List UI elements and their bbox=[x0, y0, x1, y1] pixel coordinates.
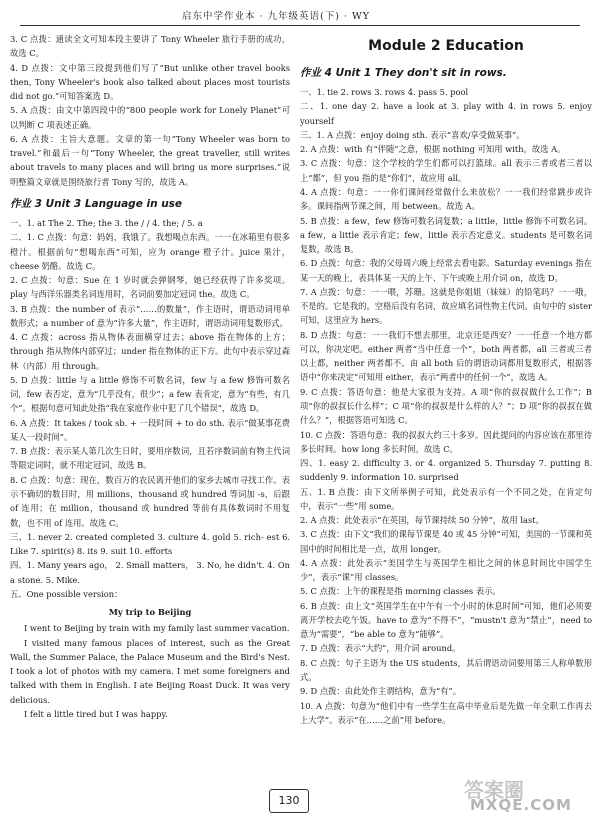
answer-line: 7. A 点拨：句意：一一喂，苏珊。这就是你姐姐（妹妹）的铅笔吗？一一哦，不是的。它是我的。空格后没有名词，故应填名词性物主代词。由句中的 sister 可知，这里应为 hers。 bbox=[300, 286, 592, 326]
essay-paragraph: I went to Beijing by train with my family last summer vacation. bbox=[24, 623, 290, 634]
answer-line: 9. D 点拨：由此处作主谓结构，意为“有”。 bbox=[300, 686, 462, 697]
answer-line: 二、1. one day 2. have a look at 3. play with 4. in rows 5. enjoy yourself bbox=[300, 101, 592, 126]
essay-title: My trip to Beijing bbox=[108, 607, 192, 618]
answer-line: 4. A 点拨：此处表示“美国学生与英国学生相比之间的休息时间比中国学生少”，表示“课”用 classes。 bbox=[300, 557, 592, 583]
essay-paragraph: I visited many famous places of interest, such as the Great Wall, the Summer Palace, the Palace Museum and the Bird's Nest. I took a lot of photos with my camera. I met some foreigners and talked with them in English. I ate Beijing Roast Duck. It was very delicious. bbox=[10, 637, 290, 705]
watermark-mark: 答案圈 bbox=[464, 778, 524, 802]
page-header bbox=[0, 6, 600, 26]
answer-line: 三、1. never 2. created completed 3. culture 4. gold 5. rich- est 6. Like 7. spirit(s) 8. its 9. suit 10. efforts bbox=[10, 531, 290, 557]
section-heading: 作业 4 Unit 1 They don't sit in rows. bbox=[300, 67, 507, 80]
header-title: 启东中学作业本 · 九年级英语(下) · WY bbox=[182, 11, 371, 22]
answer-line: 五、One possible version： bbox=[10, 588, 123, 599]
section-heading: 作业 3 Unit 3 Language in use bbox=[10, 197, 183, 210]
answer-line: 5. C 点拨：上午的课程是指 morning classes 表示。 bbox=[300, 586, 501, 597]
answer-line: 2. C 点拨：句意：Sue 在 1 岁时就会弹钢琴，她已经获得了许多奖项。play 与西洋乐器类名词连用时，名词前要加定冠词 the。故选 C。 bbox=[10, 275, 290, 300]
answer-line: 2. A 点拨：此处表示“在英国，每节课持续 50 分钟”，故用 last。 bbox=[300, 515, 544, 526]
answer-line: 二、1. C 点拨：句意：妈妈，我饿了。我想喝点东西。一一在冰箱里有很多橙汁。根据前句“想喝东西”可知，应为 orange 橙子汁。juice 果汁，cheese 奶酪。故选 C。 bbox=[10, 232, 290, 271]
watermark-site: MXQE.COM bbox=[470, 796, 572, 814]
header-rule bbox=[20, 25, 580, 26]
module-title: Module 2 Education bbox=[368, 38, 524, 54]
answer-line: 6. A 点拨：主旨大意题。文章的第一句“Tony Wheeler was born to travel.”和最后一句“Tony Wheeler, the great traveller, still writes about travels to many places and will bring us more surprises.”说明整篇文章就是围绕旅行者 Tony 写的，故选 A。 bbox=[10, 133, 290, 187]
answer-line: 四、1. easy 2. difficulty 3. or 4. organized 5. Thursday 7. putting 8. suddenly 9. information 10. surprised bbox=[300, 458, 592, 483]
answer-line: 五、1. B 点拨：由下文所举例子可知，此处表示有一个不同之处，在肯定句中，表示“一些”用 some。 bbox=[300, 486, 592, 511]
right-column bbox=[300, 32, 592, 727]
answer-line: 4. D 点拨：文中第三段提到他们写了“But unlike other travel books then, Tony Wheeler's book also talked about places most tourists did not go.”可知答案选 D。 bbox=[10, 62, 290, 102]
watermark bbox=[462, 774, 594, 820]
answer-line: 2. A 点拨：with 有“伴随”之意，根据 nothing 可知用 with。故选 A。 bbox=[300, 144, 566, 155]
answer-line: 8. C 点拨：句子主语为 the US students，其后谓语动词要用第三人称单数形式。 bbox=[300, 657, 592, 683]
answer-line: 7. D 点拨：表示“大约”，用介词 around。 bbox=[300, 643, 461, 654]
answer-line: 3. C 点拨：句意：这个学校的学生们都可以打篮球。all 表示三者或者三者以上“都”，但 you 指的是“你们”，故应用 all。 bbox=[300, 158, 592, 183]
answer-line: 4. C 点拨：across 指从物体表面横穿过去；above 指在物体的上方；through 指从物体内部穿过；under 指在物体的正下方。此句中表示穿过森林（内部）用 through。 bbox=[10, 332, 290, 371]
left-column bbox=[10, 32, 290, 721]
answer-line: 5. B 点拨：a few，few 修饰可数名词复数；a little，little 修饰不可数名词。a few，a little 表示肯定；few，little 表示否定意义。students 是可数名词复数，故选 B。 bbox=[300, 215, 592, 255]
answer-line: 7. B 点拨：表示某人第几次生日时，要用序数词，且若序数词前有物主代词等限定词时，就不用定冠词，故选 B。 bbox=[10, 446, 290, 471]
answer-line: 9. C 点拨：答语句意：他是大家很为支持。A 项“你的叔叔做什么工作”；B 项“你的叔叔长什么样”；C 项“你的叔叔是什么样的人？”；D 项“你的叔叔在做什么？”，根据答语可知选 C。 bbox=[300, 386, 592, 426]
answer-line: 6. D 点拨：句意：我的父母周六晚上经常去看电影。Saturday evenings 指在某一天的晚上，表具体某一天的上午、下午或晚上用介词 on，故选 D。 bbox=[300, 258, 592, 283]
answer-line: 三、1. A 点拨：enjoy doing sth. 表示“喜欢/享受做某事”。 bbox=[300, 129, 525, 140]
answer-line: 3. B 点拨：the number of 表示“……的数量”，作主语时，谓语动词用单数形式；a number of 意为“许多大量”，作主语时，谓语动词用复数形式。 bbox=[10, 303, 290, 328]
answer-line: 10. A 点拨：句意为“他们中有一些学生在高中毕业后是先做一年全职工作再去上大学”。表示“在……之前”用 before。 bbox=[300, 700, 592, 725]
answer-line: 6. A 点拨：It takes / took sb. + 一段时间 + to do sth. 表示“做某事花费某人一段时间”。 bbox=[10, 417, 290, 442]
answer-line: 8. D 点拨：句意：一一我们不想去那里，北京还是西安？一一任意一个地方都可以，你决定吧。either 两者“当中任意一个”，both 两者都，all 三者或三者以上都，neither 两者都不。由 all both 后的谓语动词都用复数形式，根据答语中“你来决定”可知用 either，表示“两者中的任何一个”，故选 A。 bbox=[300, 329, 592, 383]
answer-line: 四、1. Many years ago， 2. Small matters， 3. No, he didn't. 4. On a stone. 5. Mike. bbox=[10, 560, 290, 585]
answer-line: 8. C 点拨：句意：现在，数百万的农民离开他们的家乡去城市寻找工作。表示不确切的数目时，用 millions，thousand 或 hundred 等词加 -s，后跟 of 连用；在 million，thousand 或 hundred 等前有具体数词时不用复数，也不用 of 连用。故选 C。 bbox=[10, 474, 290, 528]
answer-line: 6. B 点拨：由上文“英国学生在中午有一个小时的休息时间”可知，他们必须要离开学校去吃午饭。have to 意为“不得不”，“mustn't 意为“禁止”，need to 意为“需要”，“be able to 意为“能够”。 bbox=[300, 600, 592, 640]
answer-line: 一、1. at The 2. The; the 3. the / / 4. the; / 5. a bbox=[10, 217, 203, 228]
page-number: 130 bbox=[269, 789, 309, 813]
answer-line: 3. C 点拨：由下文“我们的课每节课是 40 或 45 分钟”可知，美国的一节课和英国中的时间相比是一点，故用 longer。 bbox=[300, 529, 593, 554]
answer-line: 4. A 点拨：句意：一一你们课间经常做什么来放松？一一我们经常跳步或许多。课间指两节课之间，用 between。故选 A。 bbox=[300, 186, 592, 212]
essay-paragraph: I felt a little tired but I was happy. bbox=[24, 709, 168, 719]
answer-line: 5. A 点拨：由文中第四段中的“800 people work for Lonely Planet”可以判断 C 项表述正确。 bbox=[10, 105, 290, 130]
answer-line: 5. D 点拨：little 与 a little 修饰不可数名词，few 与 a few 修饰可数名词，few 表否定，意为“几乎没有，很少”；a few 表肯定，意为“有些，有几个”。根据句意可知此处指“我在家庭作业中犯了几个错误”，故选 D。 bbox=[10, 374, 290, 414]
answer-line: 3. C 点拨：通读全文可知本段主要讲了 Tony Wheeler 旅行手册的成功，故选 C。 bbox=[10, 34, 290, 59]
answer-line: 一、1. tie 2. rows 3. rows 4. pass 5. pool bbox=[300, 87, 469, 98]
answer-line: 10. C 点拨：答语句意：我的叔叔大约三十多岁。因此提问的内容应该在那里待多长时间。how long 多长时间，故选 C。 bbox=[300, 429, 592, 454]
